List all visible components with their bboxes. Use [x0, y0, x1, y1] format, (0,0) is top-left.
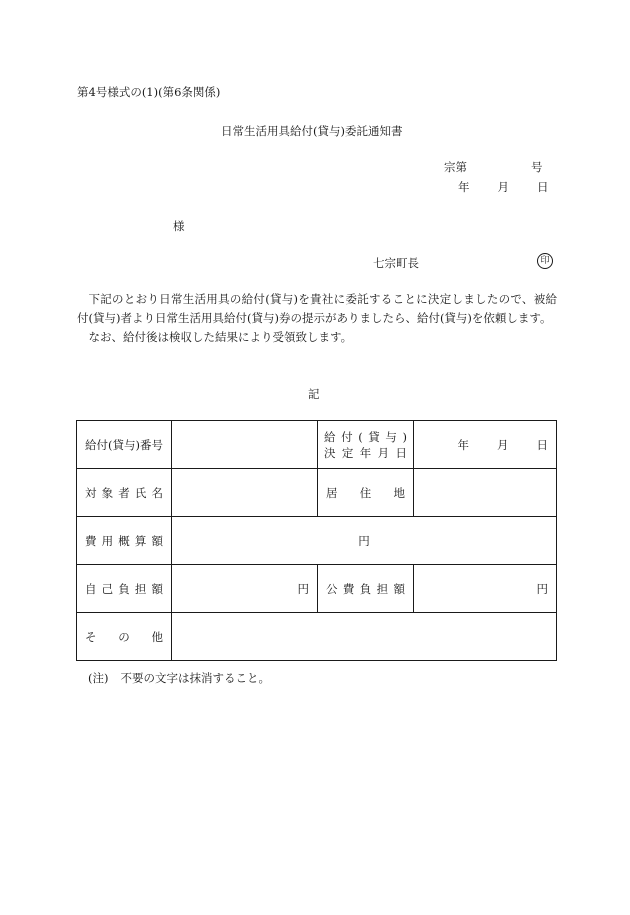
- other-cell: [172, 613, 557, 661]
- estimated-cost-cell: 円: [172, 517, 557, 565]
- public-pay-cell: 円: [414, 565, 557, 613]
- table-row: [77, 421, 557, 469]
- decision-year: 年: [457, 437, 469, 452]
- footnote: [88, 670, 270, 686]
- table-row: [77, 469, 557, 517]
- label-public-pay: 公費負担額: [318, 565, 414, 613]
- label-grant-number: 給付(貸与)番号: [77, 421, 172, 469]
- seal-icon: 印: [537, 253, 553, 269]
- sender-title: 七宗町長: [373, 256, 419, 270]
- document-title: 日常生活用具給付(貸与)委託通知書: [221, 124, 403, 138]
- table-row: [77, 613, 557, 661]
- body-paragraph-2: なお、給付後は検収した結果により受領致します。: [88, 330, 353, 344]
- subject-name-cell: [172, 469, 318, 517]
- label-other: その他: [77, 613, 172, 661]
- label-self-pay: 自己負担額: [77, 565, 172, 613]
- table-row: [77, 517, 557, 565]
- reference-number: [444, 159, 543, 175]
- body-text: [77, 290, 557, 347]
- reference-prefix: 宗第: [444, 160, 467, 174]
- issue-year: 年: [458, 180, 470, 194]
- issue-month: 月: [497, 180, 509, 194]
- decision-month: 月: [497, 437, 509, 452]
- issue-date: [458, 179, 549, 195]
- details-table: [76, 420, 557, 661]
- footnote-prefix: (注): [88, 671, 109, 685]
- footnote-text: 不要の文字は抹消すること。: [120, 671, 270, 685]
- table-row: [77, 565, 557, 613]
- decision-label-line2: 決定年月日: [324, 445, 407, 460]
- label-decision-date: [318, 421, 414, 469]
- issue-day: 日: [537, 180, 549, 194]
- label-subject-name: 対象者氏名: [77, 469, 172, 517]
- label-estimated-cost: 費用概算額: [77, 517, 172, 565]
- decision-label-line1: 給付(貸与): [324, 429, 407, 444]
- body-paragraph-1: 下記のとおり日常生活用具の給付(貸与)を貴社に委託することに決定しましたので、被給付(貸与)者より日常生活用具給付(貸与)券の提示がありましたら、給付(貸与)を依頼します。: [77, 292, 557, 325]
- self-pay-cell: 円: [172, 565, 318, 613]
- address-cell: [414, 469, 557, 517]
- reference-suffix: 号: [531, 160, 543, 174]
- form-number: 第4号様式の(1)(第6条関係): [77, 85, 221, 99]
- ki-heading: 記: [308, 387, 320, 401]
- label-address: 居住地: [318, 469, 414, 517]
- decision-date-cell: [414, 421, 557, 469]
- decision-day: 日: [536, 437, 548, 452]
- grant-number-cell: [172, 421, 318, 469]
- recipient-honorific: 様: [173, 219, 185, 233]
